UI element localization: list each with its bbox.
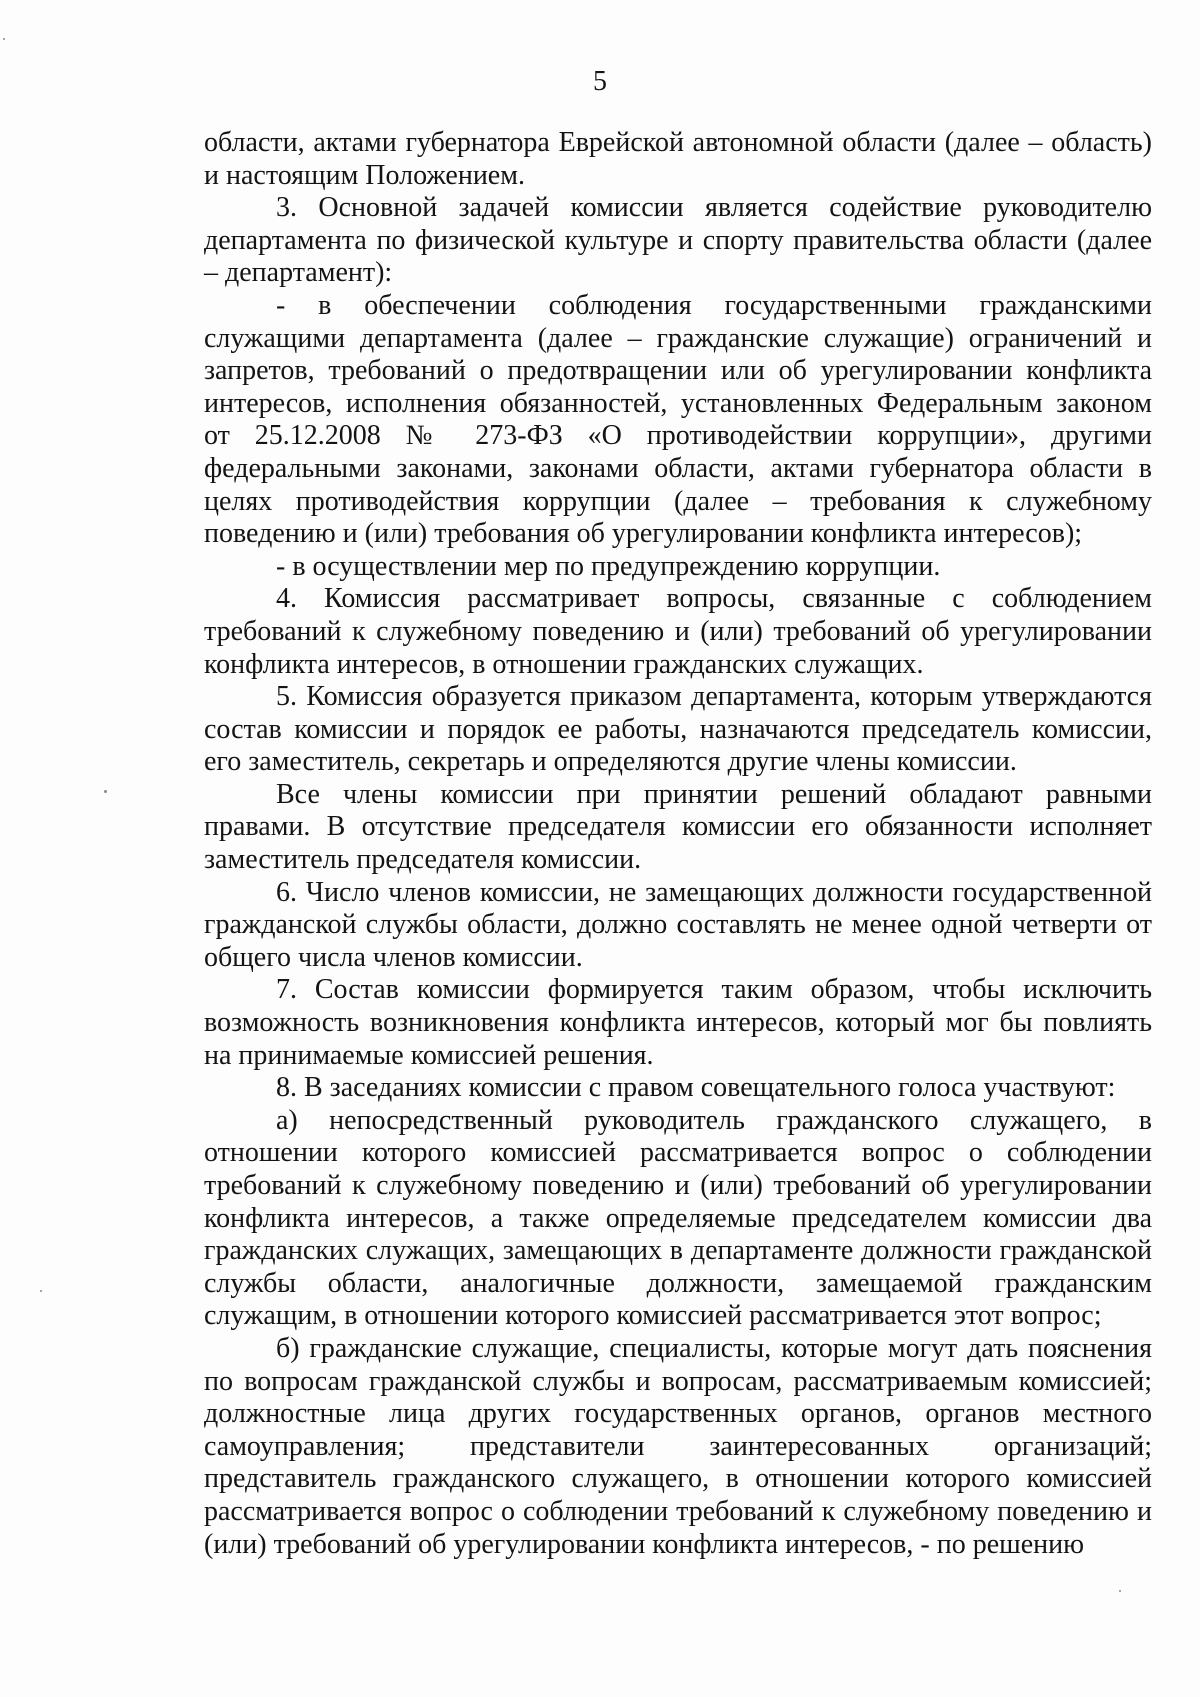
scan-speck <box>104 790 107 793</box>
scan-speck <box>1119 1590 1121 1592</box>
page-number: 5 <box>593 66 607 97</box>
paragraph-item-5: 5. Комиссия образуется приказом департамента, которым утверждаются состав комиссии и порядок ее работы, назначаются председатель комиссии, его заместитель, секретарь и определяются другие члены комиссии. <box>204 681 1152 778</box>
paragraph-item-6: 6. Число членов комиссии, не замещающих должности государственной гражданской службы области, должно составлять не менее одной четверти от общего числа членов комиссии. <box>204 876 1152 973</box>
scan-speck <box>40 1290 42 1292</box>
paragraph-item-3-bullet-1: - в обеспечении соблюдения государственными гражданскими служащими департамента (далее – гражданские служащие) ограничений и запретов, требований о предотвращении или об урегулировании конфликта интересов, исполнения обязанностей, установленных Федеральным законом от 25.12.2008 № 273-ФЗ «О противодействии коррупции», другими федеральными законами, законами области, актами губернатора области в целях противодействия коррупции (далее – требования к служебному поведению и (или) требования об урегулировании конфликта интересов); <box>204 289 1152 550</box>
paragraph-item-8: 8. В заседаниях комиссии с правом совещательного голоса участвуют: <box>276 1072 1116 1104</box>
paragraph-item-3-bullet-2: - в осуществлении мер по предупреждению коррупции. <box>276 550 941 582</box>
paragraph-item-4: 4. Комиссия рассматривает вопросы, связанные с соблюдением требований к служебному поведению и (или) требований об урегулировании конфликта интересов, в отношении гражданских служащих. <box>204 583 1152 680</box>
paragraph-item-3: 3. Основной задачей комиссии является содействие руководителю департамента по физической культуре и спорту правительства области (далее – департамент): <box>204 192 1152 289</box>
paragraph-item-8b: б) гражданские служащие, специалисты, которые могут дать пояснения по вопросам гражданской службы и вопросам, рассматриваемым комиссией; должностные лица других государственных органов, органов местного самоуправления; представители заинтересованных организаций; представитель гражданского служащего, в отношении которого комиссией рассматривается вопрос о соблюдении требований к служебному поведению и (или) требований об урегулировании конфликта интересов, - по решению <box>204 1332 1152 1560</box>
paragraph-item-8a: а) непосредственный руководитель гражданского служащего, в отношении которого комиссией рассматривается вопрос о соблюдении требований к служебному поведению и (или) требований об урегулировании конфликта интересов, а также определяемые председателем комиссии два гражданских служащих, замещающих в департаменте должности гражданской службы области, аналогичные должности, замещаемой гражданским служащим, в отношении которого комиссией рассматривается этот вопрос; <box>204 1104 1152 1332</box>
paragraph-continuation: области, актами губернатора Еврейской автономной области (далее – область) и настоящим Положением. <box>204 127 1152 191</box>
paragraph-item-7: 7. Состав комиссии формируется таким образом, чтобы исключить возможность возникновения конфликта интересов, который мог бы повлиять на принимаемые комиссией решения. <box>204 974 1152 1071</box>
paragraph-item-5-continued: Все члены комиссии при принятии решений обладают равными правами. В отсутствие председателя комиссии его обязанности исполняет заместитель председателя комиссии. <box>204 778 1152 876</box>
document-body <box>204 127 1152 1561</box>
scan-speck <box>3 38 5 40</box>
